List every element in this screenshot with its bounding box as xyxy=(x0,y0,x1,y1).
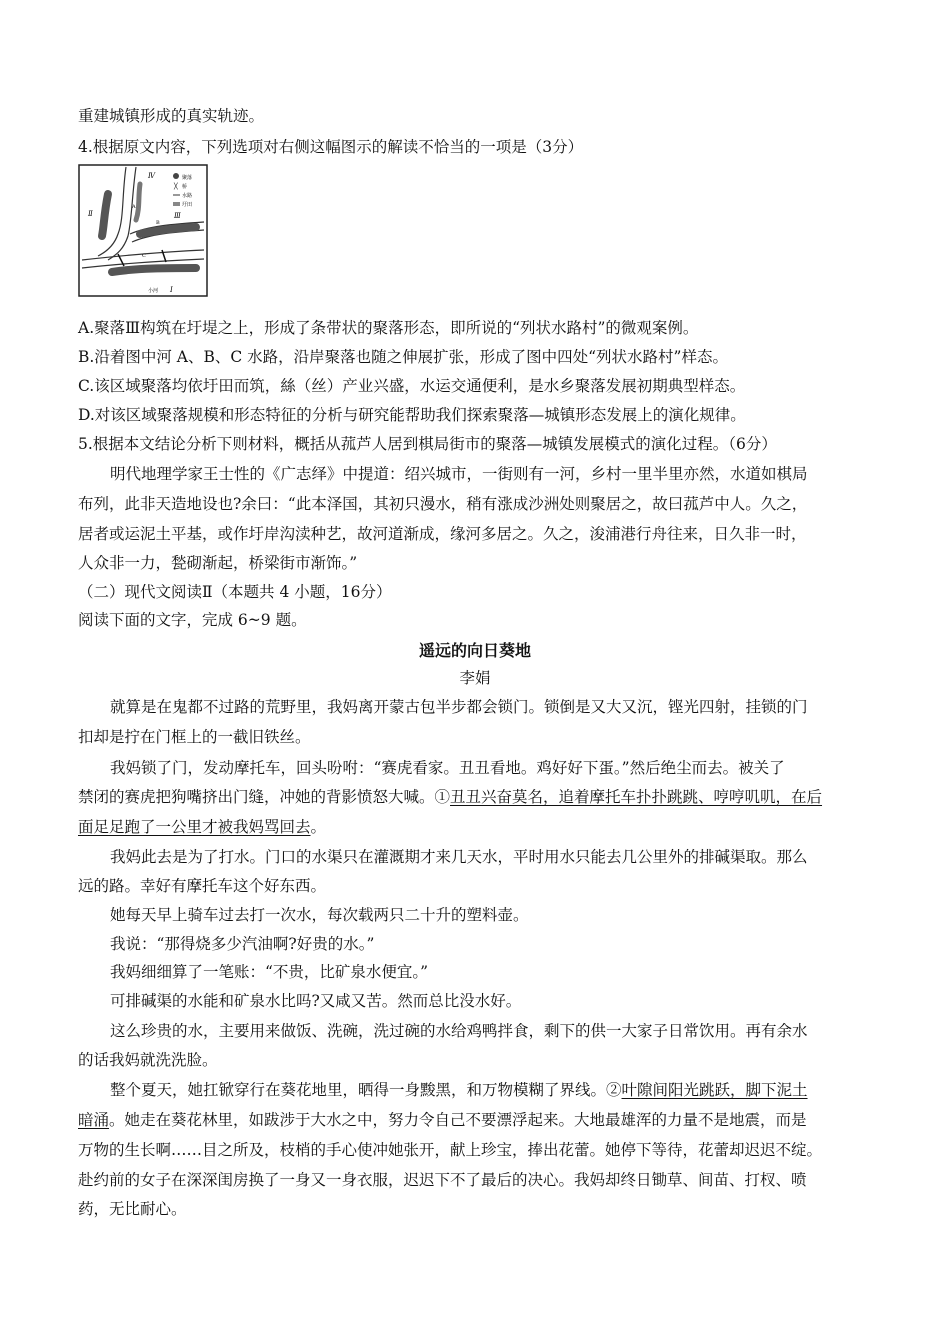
legend-polder-mark xyxy=(173,202,180,206)
scale-label: 小河 xyxy=(148,288,159,294)
paragraph-line: 我妈锁了门，发动摩托车，回头吩咐：“赛虎看家。丑丑看地。鸡好好下蛋。”然后绝尘而去。被关了 xyxy=(110,759,785,777)
paragraph-line: 的话我妈就洗洗脸。 xyxy=(78,1051,218,1069)
underlined-sentence-1: 丑丑兴奋莫名，追着摩托车扑扑跳跳、哼哼叽叽，在后 xyxy=(450,788,823,806)
legend-bridge: 桥 xyxy=(182,184,188,190)
label-i: Ⅰ xyxy=(170,286,173,294)
section-2-heading: （二）现代文阅读Ⅱ（本题共 4 小题，16分） xyxy=(78,583,392,601)
paragraph-text: 。她走在葵花林里，如跋涉于大水之中，努力令自己不要漂浮起来。大地最雄浑的力量不是地震，而是 xyxy=(109,1111,807,1129)
section-2-instruction: 阅读下面的文字，完成 6~9 题。 xyxy=(78,611,307,629)
paragraph-line: 可排碱渠的水能和矿泉水比吗?又咸又苦。然而总比没水好。 xyxy=(110,992,522,1010)
article-title: 遥远的向日葵地 xyxy=(418,641,531,660)
article-author: 李娟 xyxy=(459,669,491,687)
paragraph-line: 赴约前的女子在深深闺房换了一身又一身衣服，迟迟下不了最后的决心。我妈却终日锄草、间苗、打杈、喷 xyxy=(78,1171,807,1189)
q4-option-b: B.沿着图中河 A、B、C 水路，沿岸聚落也随之伸展扩张，形成了图中四处“列状水路村”样态。 xyxy=(78,348,728,366)
label-iii: Ⅲ xyxy=(174,212,181,220)
paragraph-line: 我说：“那得烧多少汽油啊?好贵的水。” xyxy=(110,935,375,953)
q4-option-d: D.对该区域聚落规模和形态特征的分析与研究能帮助我们探索聚落—城镇形态发展上的演化规律。 xyxy=(78,406,746,424)
paragraph-line: 药，无比耐心。 xyxy=(78,1200,187,1218)
label-iv: Ⅳ xyxy=(148,172,155,180)
label-river-a: A xyxy=(132,204,136,210)
legend-settlement: 聚落 xyxy=(182,175,193,181)
q5-material-line: 布列，此非天造地设也?余曰：“此本泽国，其初只漫水，稍有涨成沙洲处则聚居之，故曰菰芦中人。久之， xyxy=(78,495,808,513)
paragraph-line xyxy=(78,817,878,837)
label-river-b: B xyxy=(156,220,160,226)
paragraph-line: 我妈细细算了一笔账：“不贵，比矿泉水便宜。” xyxy=(110,963,429,981)
label-river-c: C xyxy=(142,253,146,259)
passage-tail: 重建城镇形成的真实轨迹。 xyxy=(78,107,265,125)
q5-material-line: 居者或运泥土平基，或作圩岸沟渎种艺，故河道渐成，缘河多居之。久之，浚浦港行舟往来，日久非一时， xyxy=(78,525,807,543)
paragraph-line: 万物的生长啊……目之所及，枝梢的手心使冲她张开，献上珍宝，捧出花蕾。她停下等待，花蕾却迟迟不绽。 xyxy=(78,1141,823,1159)
paragraph-line: 我妈此去是为了打水。门口的水渠只在灌溉期才来几天水，平时用水只能去几公里外的排碱渠取。那么 xyxy=(110,848,808,866)
paragraph-line: 远的路。幸好有摩托车这个好东西。 xyxy=(78,877,327,895)
q5-material-line: 明代地理学家王士性的《广志绎》中提道：绍兴城市，一街则有一河，乡村一里半里亦然，水道如棋局 xyxy=(110,465,808,483)
paragraph-line xyxy=(78,787,878,807)
question-5-stem: 5.根据本文结论分析下则材料，概括从菰芦人居到棋局街市的聚落—城镇发展模式的演化过程。（6分） xyxy=(78,435,777,453)
q4-option-c: C.该区域聚落均依圩田而筑，絲（丝）产业兴盛，水运交通便利，是水乡聚落发展初期典型样态。 xyxy=(78,377,746,395)
legend-polder: 圩田 xyxy=(182,202,193,208)
paragraph-line: 扣却是拧在门框上的一截旧铁丝。 xyxy=(78,728,311,746)
underlined-sentence-1-end: 面足足跑了一公里才被我妈骂回去 xyxy=(78,818,311,836)
paragraph-text: 禁闭的赛虎把狗嘴挤出门缝，冲她的背影愤怒大喊。① xyxy=(78,788,451,806)
legend-bridge-mark: ╳ xyxy=(174,183,178,190)
settlement-i xyxy=(112,268,196,272)
paragraph-line: 就算是在鬼都不过路的荒野里，我妈离开蒙古包半步都会锁门。锁倒是又大又沉，铿光四射，挂锁的门 xyxy=(110,698,808,716)
settlement-map-figure xyxy=(78,164,208,297)
paragraph-line xyxy=(110,1080,878,1100)
question-4-stem: 4.根据原文内容，下列选项对右侧这幅图示的解读不恰当的一项是（3分） xyxy=(78,138,584,156)
underlined-sentence-2-end: 暗涌 xyxy=(78,1111,110,1129)
paragraph-text: 。 xyxy=(310,818,327,836)
q4-option-a: A.聚落Ⅲ构筑在圩堤之上，形成了条带状的聚落形态，即所说的“列状水路村”的微观案例。 xyxy=(78,319,699,337)
legend-settlement-mark xyxy=(173,173,179,179)
paragraph-text: 整个夏天，她扛锨穿行在葵花地里，晒得一身黢黑，和万物模糊了界线。② xyxy=(110,1081,622,1099)
label-ii: Ⅱ xyxy=(88,210,93,218)
q5-material-line: 人众非一力，甃砌渐起，桥梁街市渐饰。” xyxy=(78,554,358,572)
paragraph-line xyxy=(78,1110,878,1130)
legend-waterway: 水路 xyxy=(182,193,193,199)
underlined-sentence-2: 叶隙间阳光跳跃，脚下泥土 xyxy=(621,1081,808,1099)
paragraph-line: 她每天早上骑车过去打一次水，每次载两只二十升的塑料壶。 xyxy=(110,906,529,924)
paragraph-line: 这么珍贵的水，主要用来做饭、洗碗，洗过碗的水给鸡鸭拌食，剩下的供一大家子日常饮用。再有余水 xyxy=(110,1022,808,1040)
